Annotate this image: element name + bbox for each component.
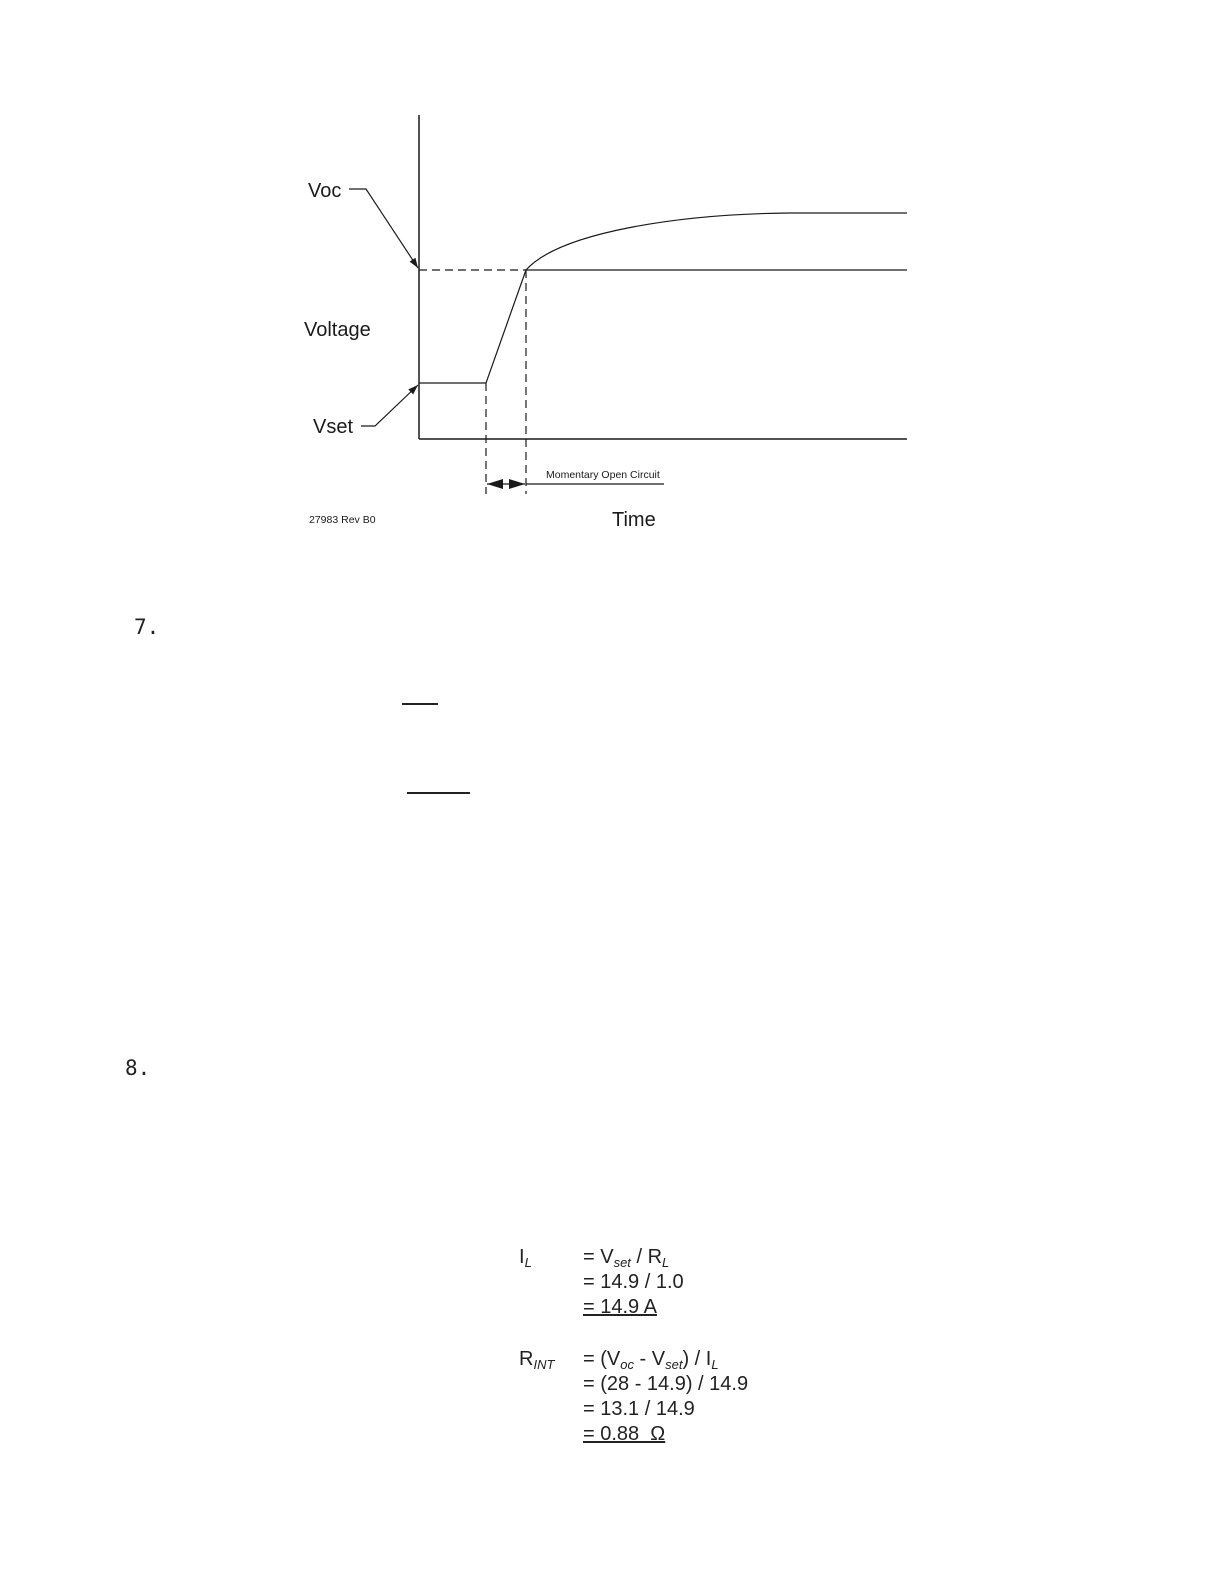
- voltage-label: Voltage: [304, 319, 371, 341]
- vset-trace: [419, 270, 526, 383]
- step-7-blank-1: [402, 703, 438, 705]
- step-7-number: 7.: [134, 615, 160, 639]
- rint-definition: = $(V_{oc} - V_{set}) / I_L$: [583, 1348, 719, 1372]
- il-result: = 14.9 A: [583, 1296, 657, 1318]
- rint-result: = 0.88 Ω: [583, 1423, 666, 1445]
- step-7-blank-2: [407, 792, 470, 794]
- voc-leader: [349, 189, 418, 268]
- step-8-number: 8.: [125, 1056, 151, 1080]
- il-definition: = $V_{set} / R_L$: [583, 1246, 670, 1270]
- time-label: Time: [612, 509, 656, 531]
- rint-symbol: $R_{INT}$: [519, 1348, 555, 1372]
- voltage-time-diagram: [0, 0, 1224, 560]
- drawing-number: 27983 Rev B0: [309, 514, 376, 526]
- voc-label: Voc: [308, 180, 342, 202]
- momentary-open-circuit-label: Momentary Open Circuit: [546, 469, 660, 481]
- vset-leader: [361, 385, 418, 426]
- il-substitution: = 14.9 / 1.0: [583, 1271, 684, 1293]
- vset-label: Vset: [313, 416, 354, 438]
- il-symbol: $I_L$: [519, 1246, 532, 1270]
- rint-intermediate: = 13.1 / 14.9: [583, 1398, 695, 1420]
- recovery-curve: [526, 213, 907, 270]
- rint-substitution: = (28 - 14.9) / 14.9: [583, 1373, 749, 1395]
